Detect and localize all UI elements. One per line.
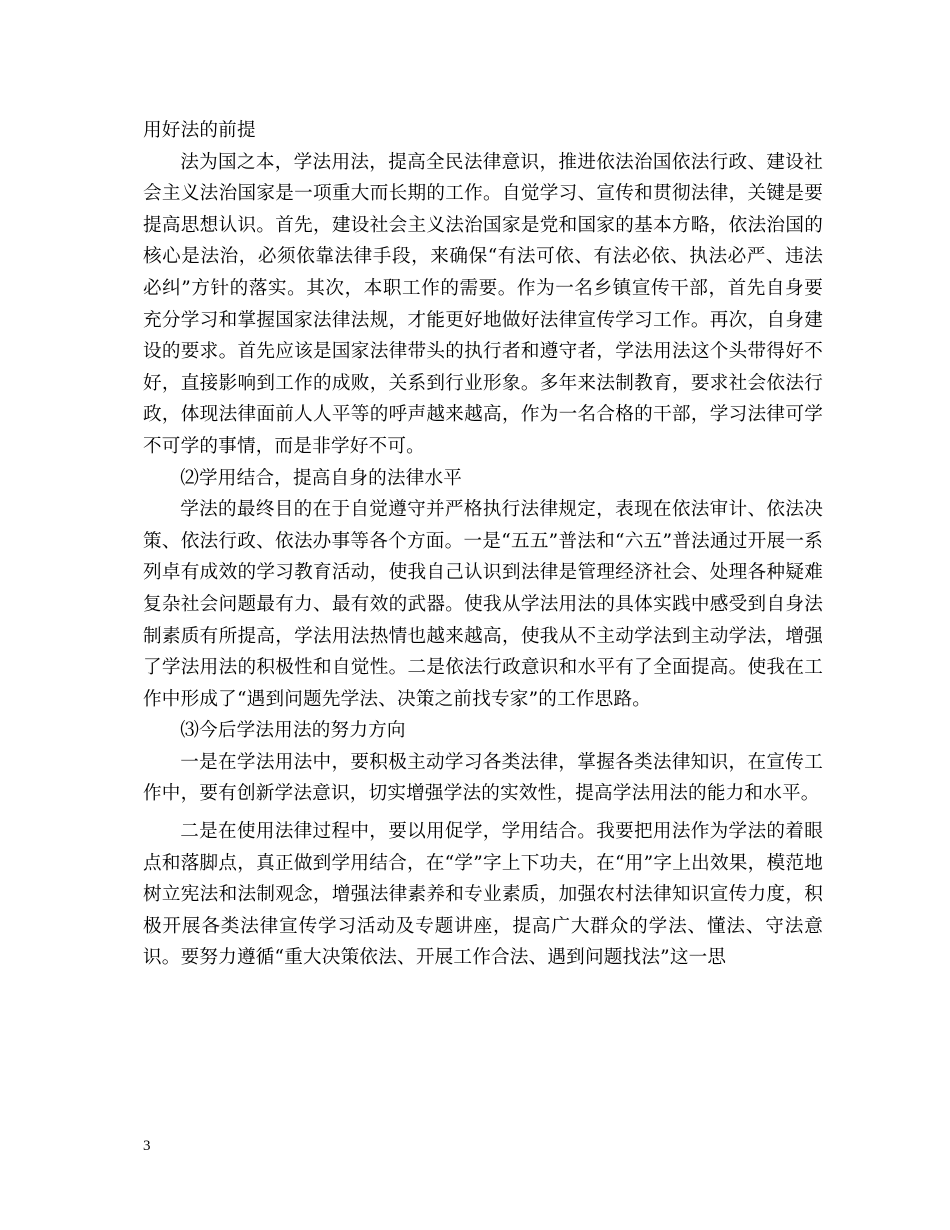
page-number: 3 xyxy=(143,1138,151,1154)
paragraph-direction-1: 一是在学法用法中，要积极主动学习各类法律，掌握各类法律知识，在宣传工作中，要有创新学法意识，切实增强学法的实效性，提高学法用法的能力和水平。 xyxy=(143,751,823,805)
section-heading-3: ⑶今后学法用法的努力方向 xyxy=(180,720,406,742)
paragraph-importance: 法为国之本，学法用法，提高全民法律意识，推进依法治国依法行政、建设社会主义法治国家是一项重大而长期的工作。自觉学习、宣传和贯彻法律，关键是要提高思想认识。首先，建设社会主义法治国家是党和国家的基本方略，依法治国的核心是法治，必须依靠法律手段，来确保“有法可依、有法必依、执法必严、违法必纠”方针的落实。其次，本职工作的需要。作为一名乡镇宣传干部，首先自身要充分学习和掌握国家法律法规，才能更好地做好法律宣传学习工作。再次，自身建设的要求。首先应该是国家法律带头的执行者和遵守者，学法用法这个头带得好不好，直接影响到工作的成败，关系到行业形象。多年来法制教育，要求社会依法行政，体现法律面前人人平等的呼声越来越高，作为一名合格的干部，学习法律可学不可学的事情，而是非学好不可。 xyxy=(143,151,823,457)
section-heading-2: ⑵学用结合，提高自身的法律水平 xyxy=(180,467,463,489)
document-body xyxy=(143,115,823,974)
paragraph-direction-2: 二是在使用法律过程中，要以用促学，学用结合。我要把用法作为学法的着眼点和落脚点，真正做到学用结合，在“学”字上下功夫，在“用”字上出效果，模范地树立宪法和法制观念，增强法律素养和专业素质，加强农村法律知识宣传力度，积极开展各类法律宣传学习活动及专题讲座，提高广大群众的学法、懂法、守法意识。要努力遵循“重大决策依法、开展工作合法、遇到问题找法”这一思 xyxy=(143,821,823,969)
paragraph-purpose: 学法的最终目的在于自觉遵守并严格执行法律规定，表现在依法审计、依法决策、依法行政、依法办事等各个方面。一是“五五”普法和“六五”普法通过开展一系列卓有成效的学习教育活动，使我自己认识到法律是管理经济社会、处理各种疑难复杂社会问题最有力、最有效的武器。使我从学法用法的具体实践中感受到自身法制素质有所提高，学法用法热情也越来越高，使我从不主动学法到主动学法，增强了学法用法的积极性和自觉性。二是依法行政意识和水平有了全面提高。使我在工作中形成了“遇到问题先学法、决策之前找专家”的工作思路。 xyxy=(143,499,823,710)
paragraph-fragment: 用好法的前提 xyxy=(143,120,256,141)
